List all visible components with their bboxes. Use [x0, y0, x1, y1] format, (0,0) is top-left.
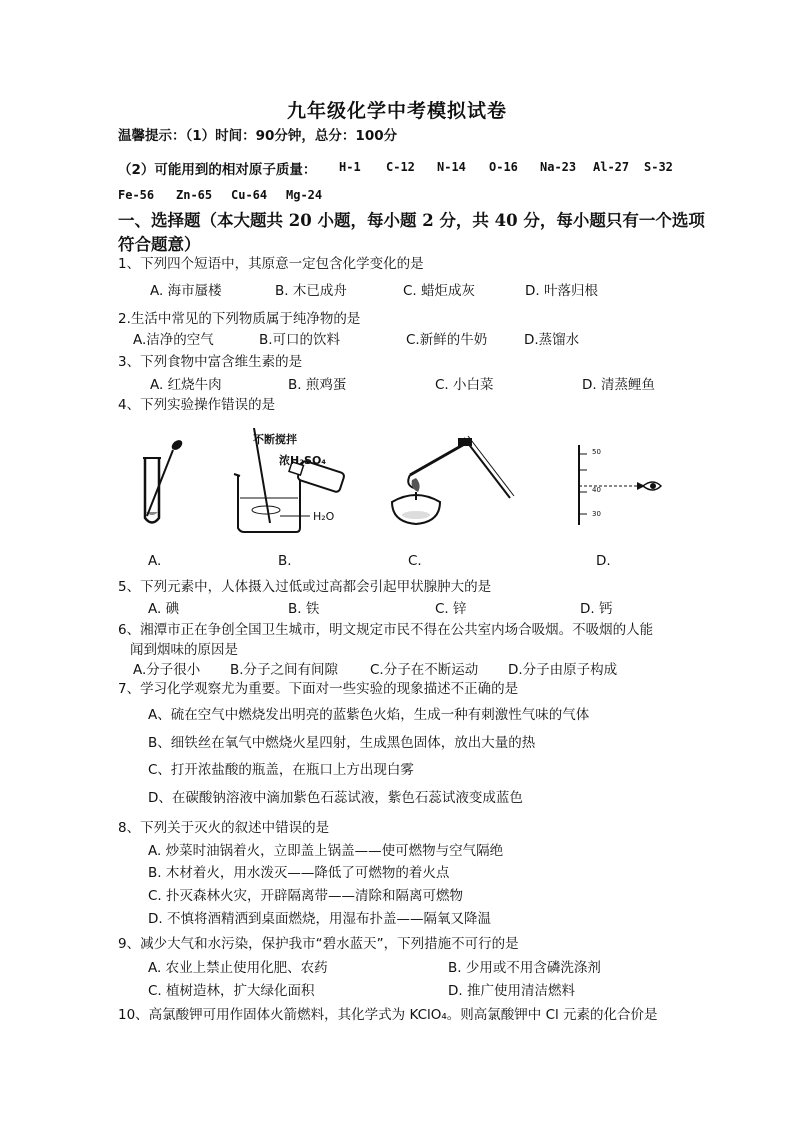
label-stir: 不断搅拌 — [253, 433, 297, 446]
option: D.分子由原子构成 — [508, 662, 618, 678]
option: B、细铁丝在氧气中燃烧火星四射，生成黑色固体，放出大量的热 — [148, 735, 536, 751]
option: B. 铁 — [288, 601, 320, 617]
option: A. 碘 — [148, 601, 180, 617]
atomic-mass: C-12 — [386, 160, 415, 174]
option: C. 扑灭森林火灾，开辟隔离带——清除和隔离可燃物 — [148, 888, 464, 904]
figure-d-cylinder-reading — [565, 440, 675, 530]
option: B. 少用或不用含磷洗涤剂 — [448, 960, 601, 976]
question-stem: 4、下列实验操作错误的是 — [118, 397, 276, 413]
label-conc-acid: 浓H₂SO₄ — [279, 454, 327, 467]
option: C.新鲜的牛奶 — [406, 332, 488, 348]
question-stem: 7、学习化学观察尤为重要。下面对一些实验的现象描述不正确的是 — [118, 681, 519, 697]
option: D、在碳酸钠溶液中滴加紫色石蕊试液，紫色石蕊试液变成蓝色 — [148, 790, 523, 806]
option: B. 木已成舟 — [275, 283, 347, 299]
page-title: 九年级化学中考模拟试卷 — [286, 100, 507, 122]
question-stem: 10、高氯酸钾可用作固体火箭燃料，其化学式为 KClO₄。则高氯酸钾中 Cl 元素的化合价是 — [118, 1007, 658, 1023]
option: A. 农业上禁止使用化肥、农药 — [148, 960, 328, 976]
question-stem: 5、下列元素中，人体摄入过低或过高都会引起甲状腺肿大的是 — [118, 579, 492, 595]
option: A. 红烧牛肉 — [150, 377, 222, 393]
scale-label: 30 — [592, 510, 601, 518]
atomic-mass: S-32 — [644, 160, 673, 174]
atomic-mass: N-14 — [437, 160, 466, 174]
option: C. 小白菜 — [435, 377, 494, 393]
figure-a-test-tube — [135, 430, 195, 530]
atomic-mass: H-1 — [339, 160, 361, 174]
label-water: H₂O — [313, 510, 335, 523]
question-stem-cont: 闻到烟味的原因是 — [130, 642, 238, 658]
option: D. 钙 — [580, 601, 613, 617]
option: B.可口的饮料 — [259, 332, 341, 348]
atomic-mass: Cu-64 — [231, 188, 268, 202]
atomic-mass: Na-23 — [540, 160, 577, 174]
figure-c-heating — [380, 430, 520, 530]
tips-line-2-label: （2）可能用到的相对原子质量： — [118, 162, 317, 178]
option: C.分子在不断运动 — [370, 662, 479, 678]
option: C. 植树造林，扩大绿化面积 — [148, 983, 315, 999]
option: A.洁净的空气 — [133, 332, 214, 348]
option: B. — [278, 553, 292, 569]
atomic-mass: Mg-24 — [286, 188, 323, 202]
option: B. 木材着火，用水泼灭——降低了可燃物的着火点 — [148, 865, 450, 881]
atomic-mass: Al-27 — [593, 160, 630, 174]
option: A. 炒菜时油锅着火，立即盖上锅盖——使可燃物与空气隔绝 — [148, 843, 504, 859]
option: D.蒸馏水 — [524, 332, 580, 348]
option: B.分子之间有间隙 — [230, 662, 339, 678]
question-stem: 1、下列四个短语中，其原意一定包含化学变化的是 — [118, 256, 424, 272]
atomic-mass: Zn-65 — [176, 188, 213, 202]
question-stem: 6、湘潭市正在争创全国卫生城市，明文规定市民不得在公共室内场合吸烟。不吸烟的人能 — [118, 622, 654, 638]
option: A、硫在空气中燃烧发出明亮的蓝紫色火焰，生成一种有刺激性气味的气体 — [148, 707, 590, 723]
option: C. 蜡炬成灰 — [403, 283, 476, 299]
option: D. 推广使用清洁燃料 — [448, 983, 575, 999]
scale-label: 40 — [592, 486, 601, 494]
option: C. — [408, 553, 422, 569]
option: C. 锌 — [435, 601, 467, 617]
scale-label: 50 — [592, 448, 601, 456]
option: C、打开浓盐酸的瓶盖，在瓶口上方出现白雾 — [148, 762, 414, 778]
question-stem: 8、下列关于灭火的叙述中错误的是 — [118, 820, 330, 836]
option: D. 不慎将酒精洒到桌面燃烧，用湿布扑盖——隔氧又降温 — [148, 911, 491, 927]
option: D. — [596, 553, 611, 569]
atomic-mass: O-16 — [489, 160, 518, 174]
option: A. 海市蜃楼 — [150, 283, 222, 299]
question-stem: 3、下列食物中富含维生素的是 — [118, 354, 303, 370]
option: A.分子很小 — [133, 662, 201, 678]
option: A. — [148, 553, 162, 569]
question-stem: 2.生活中常见的下列物质属于纯净物的是 — [118, 311, 361, 327]
tips-line-1: 温馨提示：（1）时间：90分钟，总分：100分 — [118, 128, 398, 144]
section-heading: 一、选择题（本大题共 20 小题，每小题 2 分，共 40 分，每小题只有一个选项 — [118, 211, 705, 230]
question-stem: 9、减少大气和水污染，保护我市“碧水蓝天”，下列措施不可行的是 — [118, 936, 519, 952]
atomic-mass: Fe-56 — [118, 188, 155, 202]
option: D. 清蒸鲤鱼 — [582, 377, 655, 393]
option: D. 叶落归根 — [525, 283, 598, 299]
option: B. 煎鸡蛋 — [288, 377, 347, 393]
section-heading-cont: 符合题意） — [118, 235, 201, 254]
